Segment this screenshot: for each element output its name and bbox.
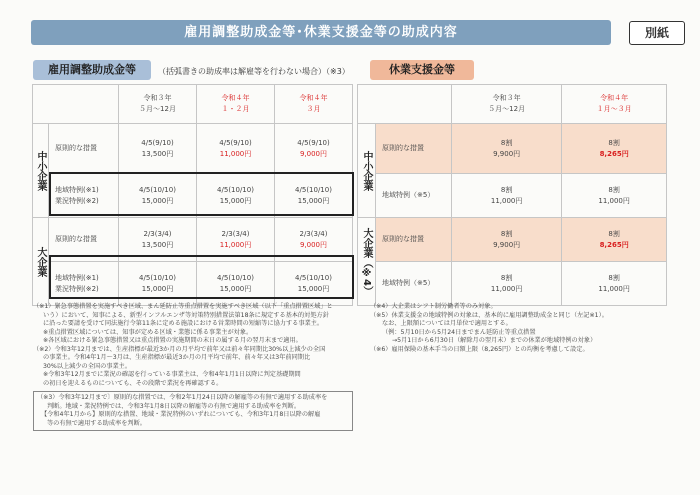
rate: 8割 [608,138,620,147]
row-label: 原則的な措置 [49,218,119,262]
rate-cell [452,174,562,218]
table-row [33,174,353,218]
table-row [33,218,353,262]
footnote-line: （※2）令和3年12月までは、生産指標が最近3か月の月平均で前年又は前々年同期比30%以上減少の全国 [33,345,326,353]
group-label: 大企業 [33,218,49,306]
rate-cell [119,124,197,174]
footnote-line: （※5）休業支援金の地域特例の対象は、基本的に雇用調整助成金と同じ（左記※1）。 [370,311,608,319]
footnote-line: の事業主。令和4年1月～3月は、生産指標が最近3か月の月平均で前年、前々年又は3年前同期比 [43,354,311,361]
rate: 8割 [608,185,620,194]
rate-cell [275,124,353,174]
rate: 4/5(10/10) [217,273,254,282]
period-header [275,85,353,124]
footnote-line: に沿った要請を受けて同法施行令第11条に定める施設における営業時間の短縮等に協力する事業主。 [43,320,324,327]
footnote-line: いう）において、知事による、新型インフルエンザ等対策特別措置法第18条に規定する基本的対処方針 [43,311,329,319]
period-months: ３月 [306,105,321,113]
cap: 15,000円 [297,196,330,205]
cap: 9,900円 [493,149,521,158]
rate-note: （括弧書きの助成率は解雇等を行わない場合）（※3） [158,67,350,76]
rate: 8割 [608,229,620,238]
period-header [197,85,275,124]
cap: 11,000円 [219,240,252,249]
table-row [358,174,667,218]
right-section-label: 休業支援金等 [370,60,474,80]
cap: 8,265円 [599,240,629,249]
cap: 9,000円 [299,149,328,158]
footnote-box [33,391,353,431]
table-header-row [358,85,667,124]
row-label: 原則的な措置 [49,124,119,174]
row-label: 地域特例(※1) 業況特例(※2) [49,262,119,306]
table-row [33,262,353,306]
rate-cell [562,218,667,262]
table-row [358,218,667,262]
period-months: ５月～12月 [488,105,526,113]
rate: 2/3(3/4) [143,229,172,238]
row-label: 地域特例（※5） [376,174,452,218]
rate-cell [197,124,275,174]
rate: 8割 [500,229,513,238]
footnote-line: 判断。地域・業況特例では、令和3年1月8日以降の解雇等の有無で適用する助成率を判断。 [47,402,301,410]
footnote-line: なお、上限額については月単位で適用とする。 [382,320,512,327]
rate-cell [275,262,353,306]
rate-cell [119,174,197,218]
rate: 8割 [500,138,513,147]
footnote-line: →5月1日から6月30日（解除月の翌月末）までの休業が地域特例の対象） [392,337,597,344]
rate-cell [452,124,562,174]
cap: 9,900円 [493,240,521,249]
cap: 15,000円 [219,196,252,205]
footnotes-left [33,303,353,431]
cap: 15,000円 [219,284,252,293]
rate-cell [275,218,353,262]
footnotes-right [370,303,690,354]
rate-cell [562,262,667,306]
group-label: 大企業（※4） [358,218,376,306]
period-header [562,85,667,124]
group-label: 中小企業 [358,124,376,218]
footnote-line: の初日を迎えるものについても、その段階で業況を再確認する。 [43,379,223,387]
period-months: １月～３月 [596,105,632,113]
cap: 11,000円 [490,284,523,293]
table-header-row [33,85,353,124]
rate-cell [197,218,275,262]
footnote-line: （※1）緊急事態措置を実施すべき区域、まん延防止等重点措置を実施すべき区域（以下「重点措置区域」と [33,303,333,310]
support-table [357,84,667,306]
footnote-line: （※4）大企業はシフト制労働者等のみ対象。 [370,303,497,310]
period-year: 令和３年 [492,94,521,102]
rate-cell [562,174,667,218]
rate-cell [197,174,275,218]
period-header [119,85,197,124]
footnote-line: ※重点措置区域については、知事が定める区域・業態に係る事業主が対象。 [43,328,253,336]
cap: 13,500円 [141,240,174,249]
attachment-tag: 別紙 [629,21,685,45]
rate: 4/5(10/10) [295,185,332,194]
left-section-label: 雇用調整助成金等 [33,60,151,80]
cap: 9,000円 [299,240,328,249]
period-header [452,85,562,124]
footnote-line: 30%以上減少の全国の事業主。 [43,362,132,370]
cap: 15,000円 [141,196,174,205]
footnote-line: ※令和3年12月までに業況の確認を行っている事業主は、令和4年1月1日以降に判定基礎期間 [43,371,301,378]
footnote-line: （※3）令和3年12月まで〕原則的な措置では、令和2年1月24日以降の解雇等の有無で適用する助成率を [37,394,328,401]
rate-cell [452,262,562,306]
rate-cell [197,262,275,306]
period-year: 令和３年 [143,94,172,102]
row-label: 地域特例(※1) 業況特例(※2) [49,174,119,218]
rate: 2/3(3/4) [221,229,250,238]
rate: 4/5(9/10) [219,138,252,147]
rate: 4/5(10/10) [139,273,176,282]
footnote-line: 等の有無で適用する助成率を判断。 [47,419,146,427]
rate: 8割 [500,273,513,282]
footnote-line: ※各区域における緊急事態措置又は重点措置の実施期間の末日の属する月の翌月末まで適用。 [43,337,302,344]
cap: 8,265円 [599,149,629,158]
cap: 11,000円 [598,284,630,293]
rate-cell [562,124,667,174]
cap: 11,000円 [598,196,630,205]
corner-cell [33,85,119,124]
group-label: 中小企業 [33,124,49,218]
rate: 8割 [500,185,513,194]
rate-cell [452,218,562,262]
cap: 15,000円 [141,284,174,293]
row-label: 原則的な措置 [376,218,452,262]
table-row [33,124,353,174]
table-row [358,262,667,306]
rate: 4/5(10/10) [217,185,254,194]
footnote-line: （※6）雇用保険の基本手当の日額上限（8,265円）との均衡を考慮して設定。 [370,345,589,353]
rate-cell [119,218,197,262]
subsidy-table [32,84,353,306]
rate: 4/5(9/10) [141,138,174,147]
row-label: 原則的な措置 [376,124,452,174]
title-banner: 雇用調整助成金等･休業支援金等の助成内容 [31,20,611,45]
table-row [358,124,667,174]
rate: 4/5(9/10) [297,138,330,147]
period-year: 令和４年 [299,94,328,102]
cap: 15,000円 [297,284,330,293]
rate: 4/5(10/10) [295,273,332,282]
footnote-line: （例：5月10日から5月24日までまん延防止等重点措置 [382,328,536,336]
corner-cell [358,85,452,124]
rate-cell [275,174,353,218]
footnote-line: 【令和4年1月から】原則的な措置、地域・業況特例のいずれについても、令和3年1月8日以降の解雇 [41,411,321,418]
period-months: １・２月 [221,105,250,113]
period-year: 令和４年 [600,94,629,102]
cap: 11,000円 [219,149,252,158]
rate-cell [119,262,197,306]
cap: 13,500円 [141,149,174,158]
row-label: 地域特例（※5） [376,262,452,306]
rate: 4/5(10/10) [139,185,176,194]
period-months: ５月～12月 [139,105,176,113]
rate: 8割 [608,273,620,282]
period-year: 令和４年 [221,94,250,102]
rate: 2/3(3/4) [299,229,328,238]
cap: 11,000円 [490,196,523,205]
